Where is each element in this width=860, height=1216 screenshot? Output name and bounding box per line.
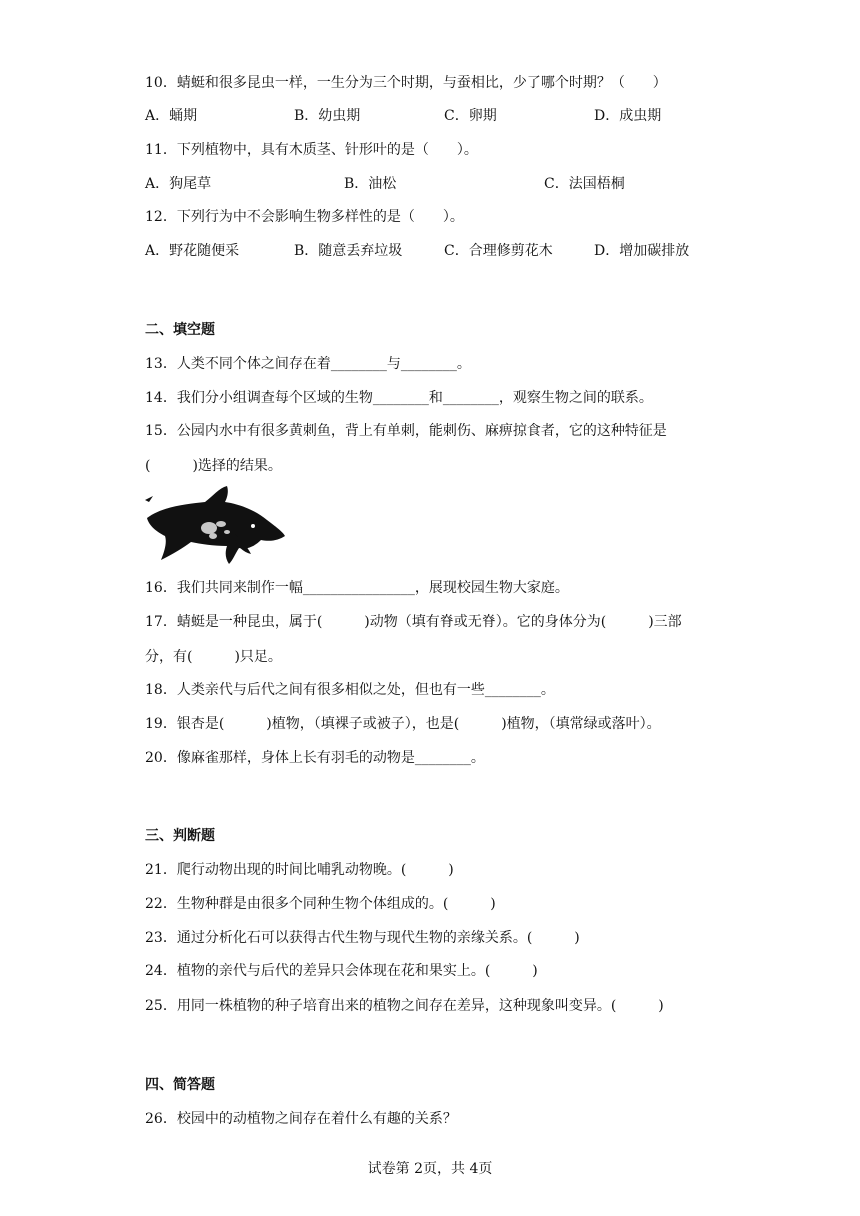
question-10: 10．蜻蜓和很多昆虫一样，一生分为三个时期，与蚕相比，少了哪个时期？（ ） [145,75,667,91]
page-footer: 试卷第 2页，共 4页 [367,1161,493,1177]
question-19: 19．银杏是( )植物，（填裸子或被子），也是( )植物，（填常绿或落叶）。 [145,716,661,732]
question-23: 23．通过分析化石可以获得古代生物与现代生物的亲缘关系。( ) [145,930,580,946]
option-b: B．随意丢弃垃圾 [294,243,403,259]
section-title-short-answer: 四、简答题 [145,1077,215,1093]
question-11-options [145,174,745,194]
option-b: B．幼虫期 [294,108,361,124]
option-b: B．油松 [344,176,397,192]
question-13: 13．人类不同个体之间存在着________与________。 [145,356,471,372]
question-11: 11．下列植物中，具有木质茎、针形叶的是（ ）。 [145,142,478,158]
question-16: 16．我们共同来制作一幅________________，展现校园生物大家庭。 [145,580,569,596]
question-24: 24．植物的亲代与后代的差异只会体现在花和果实上。( ) [145,963,538,979]
question-21: 21．爬行动物出现的时间比哺乳动物晚。( ) [145,862,454,878]
option-a: A．狗尾草 [145,176,212,192]
question-17-line-2: 分，有( )只足。 [145,649,282,665]
question-20: 20．像麻雀那样，身体上长有羽毛的动物是________。 [145,750,485,766]
option-c: C．合理修剪花木 [444,243,553,259]
question-12: 12．下列行为中不会影响生物多样性的是（ ）。 [145,209,464,225]
option-d: D．增加碳排放 [594,243,690,259]
question-14: 14．我们分小组调查每个区域的生物________和________，观察生物之间的联系。 [145,390,653,406]
question-15-line-1: 15．公园内水中有很多黄刺鱼，背上有单刺，能刺伤、麻痹掠食者，它的这种特征是 [145,423,667,439]
option-a: A．蛹期 [145,108,198,124]
option-c: C．法国梧桐 [544,176,625,192]
option-d: D．成虫期 [594,108,662,124]
section-title-fill-blank: 二、填空题 [145,322,215,338]
question-10-options [145,106,745,126]
question-12-options [145,241,745,261]
option-c: C．卵期 [444,108,497,124]
question-18: 18．人类亲代与后代之间有很多相似之处，但也有一些________。 [145,682,555,698]
question-26: 26．校园中的动植物之间存在着什么有趣的关系？ [145,1111,457,1127]
section-title-true-false: 三、判断题 [145,828,215,844]
fish-image [143,484,288,566]
option-a: A．野花随便采 [145,243,240,259]
question-15-line-2: ( )选择的结果。 [145,458,282,474]
question-25: 25．用同一株植物的种子培育出来的植物之间存在差异，这种现象叫变异。( ) [145,998,664,1014]
question-22: 22．生物种群是由很多个同种生物个体组成的。( ) [145,896,496,912]
question-17-line-1: 17．蜻蜓是一种昆虫，属于( )动物（填有脊或无脊）。它的身体分为( )三部 [145,614,682,630]
